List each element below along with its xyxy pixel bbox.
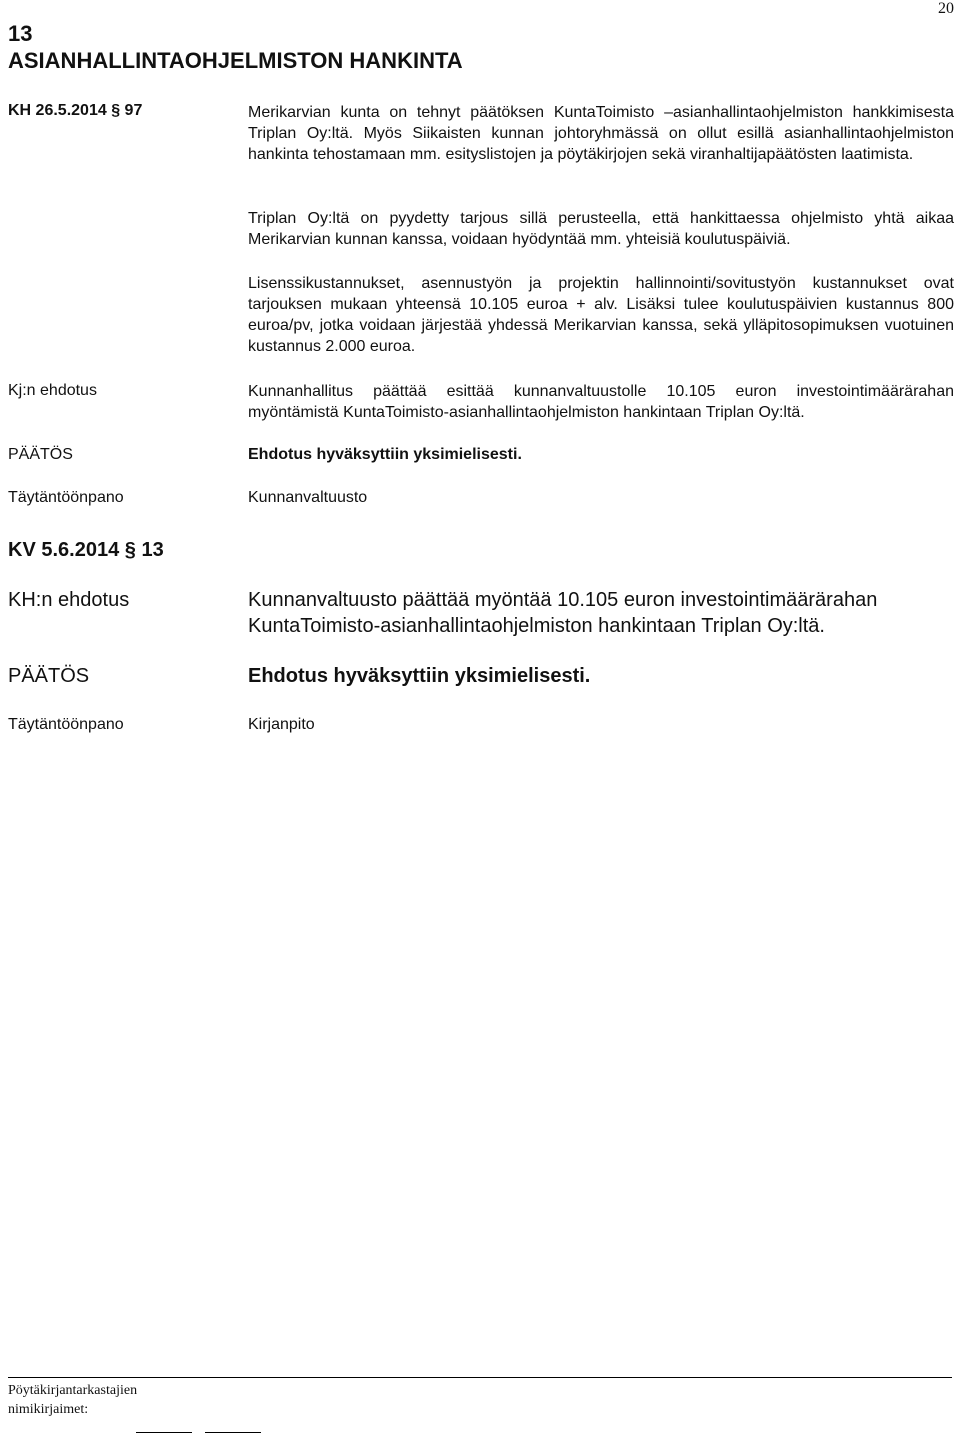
initials-line-1 bbox=[136, 1432, 192, 1433]
kv-proposal-text: Kunnanvaltuusto päättää myöntää 10.105 euron investointimäärärahan KuntaToimisto-asianhallintaohjelmiston hankintaan Triplan Oy:ltä. bbox=[248, 589, 878, 637]
kv-reference bbox=[8, 537, 164, 563]
kh-reference bbox=[8, 100, 142, 122]
kh-decision-label: PÄÄTÖS bbox=[8, 446, 73, 463]
kv-proposal-label: KH:n ehdotus bbox=[8, 589, 130, 611]
kh-implementation-label: Täytäntöönpano bbox=[8, 489, 124, 506]
footer-rule bbox=[8, 1377, 952, 1378]
initials-line-2 bbox=[205, 1432, 261, 1433]
section-heading bbox=[8, 20, 463, 74]
kv-decision-text: Ehdotus hyväksyttiin yksimielisesti. bbox=[248, 665, 591, 687]
kv-ref-section: 13 bbox=[141, 539, 164, 561]
kh-paragraph-1: Merikarvian kunta on tehnyt päätöksen KuntaToimisto –asianhallintaohjelmiston hankkimisesta Triplan Oy:ltä. Myös Siikaisten kunnan johtoryhmässä on ollut esillä asianhallintaohjelmiston hankinta tehostamaan mm. esityslistojen ja pöytäkirjojen sekä viranhaltijapäätösten laatimista. bbox=[248, 104, 954, 163]
kv-ref-date: KV 5.6.2014 bbox=[8, 539, 120, 561]
kh-decision-text: Ehdotus hyväksyttiin yksimielisesti. bbox=[248, 446, 522, 463]
kh-proposal-text: Kunnanhallitus päättää esittää kunnanvaltuustolle 10.105 euron investointimäärärahan myöntämistä KuntaToimisto-asianhallintaohjelmiston hankintaan Triplan Oy:ltä. bbox=[248, 383, 954, 421]
footer-line-2: nimikirjaimet: bbox=[8, 1402, 89, 1417]
kv-decision-label: PÄÄTÖS bbox=[8, 665, 90, 687]
kh-ref-date: KH 26.5.2014 bbox=[8, 102, 107, 119]
footer-signature-label bbox=[8, 1381, 137, 1419]
footer-line-1: Pöytäkirjantarkastajien bbox=[8, 1383, 138, 1398]
kh-paragraph-3: Lisenssikustannukset, asennustyön ja projektin hallinnointi/sovitustyön kustannukset ovat tarjouksen mukaan yhteensä 10.105 euroa + alv. Lisäksi tulee koulutuspäivien kustannus 800 euroa/pv, jotka voidaan järjestää yhdessä Merikarvian kanssa, sekä ylläpitosopimuksen vuotuinen kustannus 2.000 euroa. bbox=[248, 275, 954, 355]
heading-title: ASIANHALLINTAOHJELMISTON HANKINTA bbox=[8, 48, 463, 73]
section-mark: § bbox=[111, 102, 121, 119]
kh-paragraph-2: Triplan Oy:ltä on pyydetty tarjous sillä perusteella, että hankittaessa ohjelmisto yhtä aikaa Merikarvian kunnan kanssa, voidaan hyödyntää mm. yhteisiä koulutuspäiviä. bbox=[248, 210, 954, 248]
page-number: 20 bbox=[938, 0, 954, 17]
heading-number: 13 bbox=[8, 21, 33, 46]
kh-implementation-text: Kunnanvaltuusto bbox=[248, 489, 368, 506]
section-mark: § bbox=[124, 539, 136, 561]
kv-implementation-label: Täytäntöönpano bbox=[8, 716, 124, 733]
kh-proposal-label: Kj:n ehdotus bbox=[8, 382, 97, 399]
kh-ref-section: 97 bbox=[124, 102, 143, 119]
kv-implementation-text: Kirjanpito bbox=[248, 716, 315, 733]
